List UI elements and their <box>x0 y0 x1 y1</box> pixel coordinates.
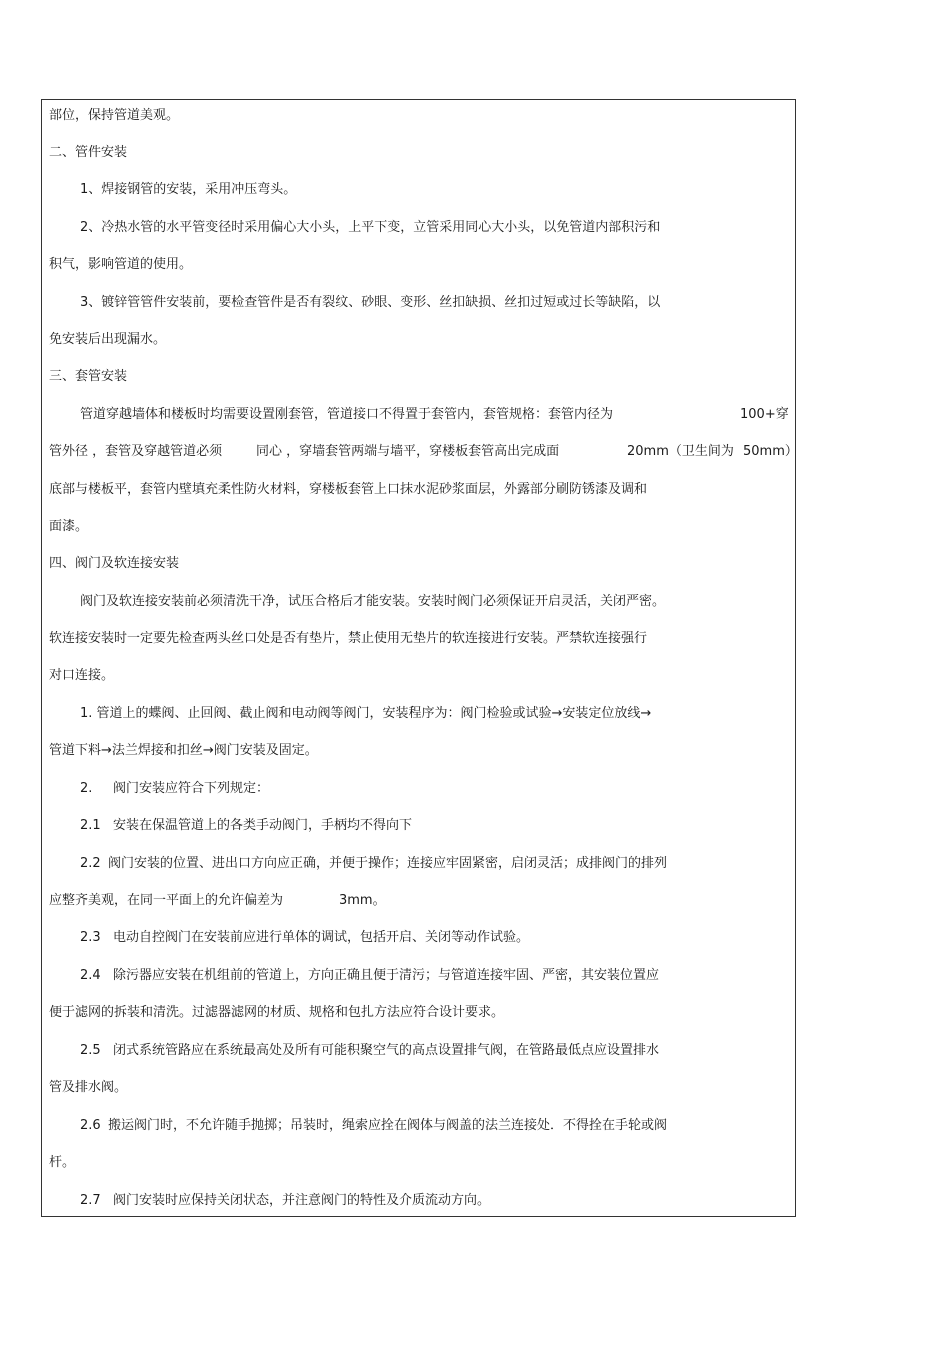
text-line: 对口连接。 <box>49 668 115 683</box>
section-heading: 二、管件安装 <box>49 145 128 160</box>
text-line: 应整齐美观，在同一平面上的允许偏差为 <box>49 893 284 908</box>
section-heading: 四、阀门及软连接安装 <box>49 556 180 571</box>
text-line: 阀门安装的位置、进出口方向应正确，并便于操作；连接应牢固紧密，启闭灵活；成排阀门的排列 <box>108 856 668 871</box>
text-fragment: 50mm） <box>743 444 798 459</box>
text-line: 搬运阀门时，不允许随手抛掷；吊装时，绳索应拴在阀体与阀盖的法兰连接处．不得拴在手轮或阀 <box>108 1118 668 1133</box>
item-number: 2.6 <box>80 1118 101 1133</box>
text-line: 3、镀锌管管件安装前，要检查管件是否有裂纹、砂眼、变形、丝扣缺损、丝扣过短或过长等缺陷，以 <box>80 295 661 310</box>
text-fragment: 同心 ，穿墙套管两端与墙平，穿楼板套管高出完成面 <box>256 444 560 459</box>
text-line: 部位，保持管道美观。 <box>49 108 180 123</box>
text-line: 阀门安装应符合下列规定： <box>113 781 270 796</box>
text-line: 积气，影响管道的使用。 <box>49 257 193 272</box>
item-number: 2. <box>80 781 93 796</box>
text-line: 闭式系统管路应在系统最高处及所有可能积聚空气的高点设置排气阀，在管路最低点应设置排水 <box>113 1043 660 1058</box>
item-number: 2.1 <box>80 818 101 833</box>
text-line: 阀门安装时应保持关闭状态，并注意阀门的特性及介质流动方向。 <box>113 1193 491 1208</box>
text-line: 面漆。 <box>49 519 89 534</box>
text-line: 电动自控阀门在安装前应进行单体的调试，包括开启、关闭等动作试验。 <box>113 930 530 945</box>
text-line: 除污器应安装在机组前的管道上，方向正确且便于清污；与管道连接牢固、严密，其安装位置应 <box>113 968 660 983</box>
text-line: 杆。 <box>49 1155 76 1170</box>
text-line: 1. 管道上的蝶阀、止回阀、截止阀和电动阀等阀门，安装程序为：阀门检验或试验→安装定位放线→ <box>80 706 652 721</box>
text-line: 管道穿越墙体和楼板时均需要设置刚套管，管道接口不得置于套管内，套管规格：套管内径为 <box>80 407 614 422</box>
text-line: 1、焊接钢管的安装，采用冲压弯头。 <box>80 182 297 197</box>
text-line: 便于滤网的拆装和清洗。过滤器滤网的材质、规格和包扎方法应符合设计要求。 <box>49 1005 505 1020</box>
item-number: 2.7 <box>80 1193 101 1208</box>
text-line: 管及排水阀。 <box>49 1080 128 1095</box>
text-line: 免安装后出现漏水。 <box>49 332 167 347</box>
item-number: 2.5 <box>80 1043 101 1058</box>
text-line: 安装在保温管道上的各类手动阀门，手柄均不得向下 <box>113 818 413 833</box>
text-line: 管道下料→法兰焊接和扣丝→阀门安装及固定。 <box>49 743 318 758</box>
item-number: 2.2 <box>80 856 101 871</box>
text-line: 管外径 ，套管及穿越管道必须 <box>49 444 223 459</box>
text-fragment: 3mm。 <box>339 893 386 908</box>
text-line: 软连接安装时一定要先检查两头丝口处是否有垫片，禁止使用无垫片的软连接进行安装。严禁软连接强行 <box>49 631 648 646</box>
text-line: 阀门及软连接安装前必须清洗干净，试压合格后才能安装。安装时阀门必须保证开启灵活，关闭严密。 <box>80 594 666 609</box>
text-fragment: 100+穿 <box>740 407 789 422</box>
item-number: 2.4 <box>80 968 101 983</box>
text-fragment: 20mm（卫生间为 <box>627 444 734 459</box>
text-line: 2、冷热水管的水平管变径时采用偏心大小头，上平下变，立管采用同心大小头，以免管道内部积污和 <box>80 220 661 235</box>
text-line: 底部与楼板平，套管内壁填充柔性防火材料，穿楼板套管上口抹水泥砂浆面层，外露部分刷防锈漆及调和 <box>49 482 648 497</box>
item-number: 2.3 <box>80 930 101 945</box>
section-heading: 三、套管安装 <box>49 369 128 384</box>
